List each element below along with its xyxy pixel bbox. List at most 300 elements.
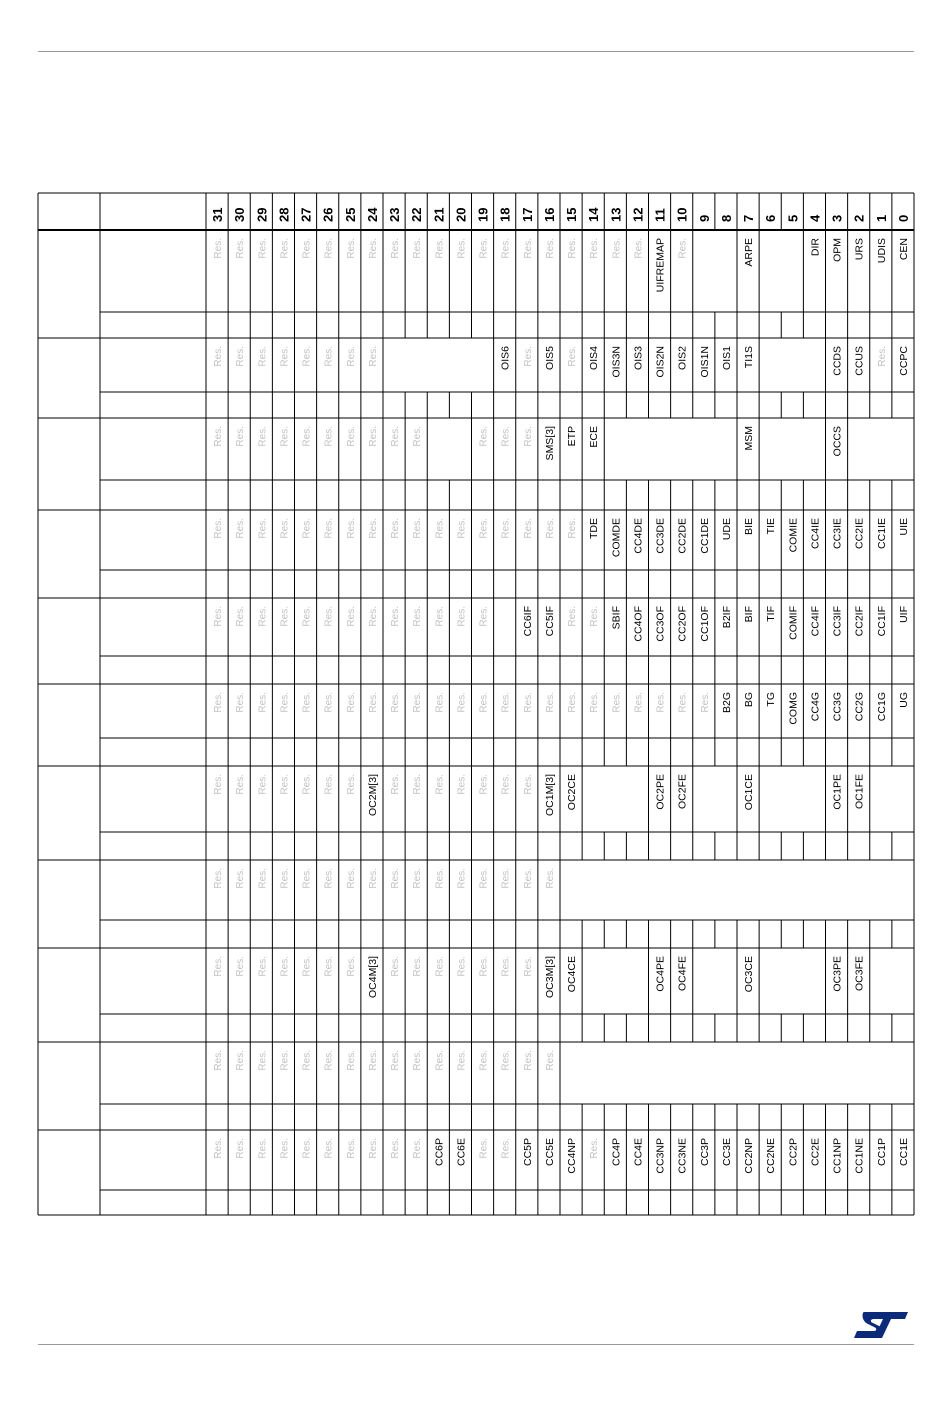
bit-field-label: OC4FE xyxy=(676,956,689,992)
bit-field-label: CC3P xyxy=(698,1138,711,1167)
reserved-bit-label: Res. xyxy=(544,692,556,713)
reserved-bit-label: Res. xyxy=(500,774,512,795)
bit-field-label: SBIF xyxy=(610,606,623,630)
bit-number-3: 3 xyxy=(829,214,845,222)
reserved-bit-label: Res. xyxy=(213,1050,225,1071)
reserved-bit-label: Res. xyxy=(367,346,379,367)
reserved-bit-label: Res. xyxy=(323,1050,335,1071)
bit-field-label: OC1FE xyxy=(853,774,866,810)
reserved-bit-label: Res. xyxy=(279,1138,291,1159)
bit-field-label: CC4IE xyxy=(809,518,822,549)
reserved-bit-label: Res. xyxy=(257,692,269,713)
reserved-bit-label: Res. xyxy=(522,774,534,795)
bit-field-label: CC2DE xyxy=(676,518,689,554)
reserved-bit-label: Res. xyxy=(434,606,446,627)
reserved-bit-label: Res. xyxy=(500,238,512,259)
reserved-bit-label: Res. xyxy=(589,606,601,627)
reserved-bit-label: Res. xyxy=(279,1050,291,1071)
reserved-bit-label: Res. xyxy=(500,1050,512,1071)
bit-field-label: OIS3 xyxy=(632,346,645,370)
reserved-bit-label: Res. xyxy=(589,692,601,713)
bit-field-label: CC2NP xyxy=(743,1138,756,1174)
reserved-bit-label: Res. xyxy=(456,238,468,259)
bit-field-label: OIS3N xyxy=(610,346,623,378)
reserved-bit-label: Res. xyxy=(500,868,512,889)
bit-field-label: CC4DE xyxy=(632,518,645,554)
bit-field-label: OIS2N xyxy=(654,346,667,378)
reserved-bit-label: Res. xyxy=(235,606,247,627)
reserved-bit-label: Res. xyxy=(257,606,269,627)
bit-number-24: 24 xyxy=(364,207,380,222)
reserved-bit-label: Res. xyxy=(257,1138,269,1159)
bit-field-label: COMIE xyxy=(787,518,800,553)
bit-field-label: TIF xyxy=(765,606,778,622)
reserved-bit-label: Res. xyxy=(677,238,689,259)
reserved-bit-label: Res. xyxy=(522,692,534,713)
reserved-bit-label: Res. xyxy=(522,956,534,977)
reserved-bit-label: Res. xyxy=(367,692,379,713)
reserved-bit-label: Res. xyxy=(544,518,556,539)
bit-field-label: CC3E xyxy=(720,1138,733,1167)
bit-number-27: 27 xyxy=(298,207,314,222)
bit-number-13: 13 xyxy=(608,207,624,222)
bit-field-label: OC3FE xyxy=(853,956,866,992)
bit-field-label: OC3CE xyxy=(743,956,756,993)
reserved-bit-label: Res. xyxy=(345,346,357,367)
bit-field-label: ARPE xyxy=(743,238,756,267)
reserved-bit-label: Res. xyxy=(213,692,225,713)
reserved-bit-label: Res. xyxy=(390,426,402,447)
bit-field-label: CC2IE xyxy=(853,518,866,549)
bit-field-label: OC4PE xyxy=(654,956,667,992)
bit-field-label: CC4OF xyxy=(632,606,645,642)
bit-field-label: OC3PE xyxy=(831,956,844,992)
bit-field-label: CC5P xyxy=(521,1138,534,1167)
reserved-bit-label: Res. xyxy=(323,1138,335,1159)
bit-field-label: CC1IE xyxy=(875,518,888,549)
reserved-bit-label: Res. xyxy=(478,426,490,447)
bit-field-label: CC2NE xyxy=(765,1138,778,1174)
bit-field-label: CC1E xyxy=(897,1138,910,1167)
reserved-bit-label: Res. xyxy=(345,426,357,447)
reserved-bit-label: Res. xyxy=(301,1138,313,1159)
reserved-bit-label: Res. xyxy=(434,238,446,259)
reserved-bit-label: Res. xyxy=(301,1050,313,1071)
reserved-bit-label: Res. xyxy=(367,426,379,447)
bit-number-19: 19 xyxy=(475,207,491,222)
bit-field-label: OC2CE xyxy=(566,774,579,811)
bit-field-label: CC6E xyxy=(455,1138,468,1167)
bit-field-label: TI1S xyxy=(743,346,756,369)
reserved-bit-label: Res. xyxy=(301,606,313,627)
reserved-bit-label: Res. xyxy=(500,426,512,447)
reserved-bit-label: Res. xyxy=(235,426,247,447)
reserved-bit-label: Res. xyxy=(412,956,424,977)
reserved-bit-label: Res. xyxy=(323,956,335,977)
bit-number-31: 31 xyxy=(210,207,226,222)
bit-field-label: CCPC xyxy=(897,346,910,376)
reserved-bit-label: Res. xyxy=(478,606,490,627)
reserved-bit-label: Res. xyxy=(345,238,357,259)
reserved-bit-label: Res. xyxy=(323,518,335,539)
reserved-bit-label: Res. xyxy=(478,868,490,889)
bit-field-label: UDIS xyxy=(875,238,888,264)
reserved-bit-label: Res. xyxy=(257,238,269,259)
reserved-bit-label: Res. xyxy=(301,956,313,977)
reserved-bit-label: Res. xyxy=(390,1138,402,1159)
reserved-bit-label: Res. xyxy=(235,692,247,713)
reserved-bit-label: Res. xyxy=(478,692,490,713)
bit-field-label: CC6P xyxy=(433,1138,446,1167)
reserved-bit-label: Res. xyxy=(567,238,579,259)
reserved-bit-label: Res. xyxy=(412,518,424,539)
reserved-bit-label: Res. xyxy=(876,346,888,367)
bit-field-label: OIS5 xyxy=(543,346,556,370)
reserved-bit-label: Res. xyxy=(235,868,247,889)
bit-field-label: CC2E xyxy=(809,1138,822,1167)
bit-field-label: UIE xyxy=(897,518,910,536)
reserved-bit-label: Res. xyxy=(279,606,291,627)
reserved-bit-label: Res. xyxy=(434,518,446,539)
reserved-bit-label: Res. xyxy=(633,692,645,713)
reserved-bit-label: Res. xyxy=(367,606,379,627)
reserved-bit-label: Res. xyxy=(235,346,247,367)
reserved-bit-label: Res. xyxy=(412,238,424,259)
reserved-bit-label: Res. xyxy=(257,426,269,447)
bit-number-30: 30 xyxy=(232,207,248,222)
reserved-bit-label: Res. xyxy=(522,1050,534,1071)
bit-field-label: CC1DE xyxy=(698,518,711,554)
bit-number-4: 4 xyxy=(807,214,823,222)
bit-field-label: OC2PE xyxy=(654,774,667,810)
reserved-bit-label: Res. xyxy=(390,606,402,627)
reserved-bit-label: Res. xyxy=(456,692,468,713)
bit-number-2: 2 xyxy=(851,214,867,222)
bit-number-15: 15 xyxy=(564,207,580,222)
reserved-bit-label: Res. xyxy=(213,868,225,889)
bit-field-label: OC1CE xyxy=(743,774,756,811)
bit-field-label: UG xyxy=(897,692,910,708)
bit-field-label: CCDS xyxy=(831,346,844,376)
reserved-bit-label: Res. xyxy=(367,868,379,889)
reserved-bit-label: Res. xyxy=(412,1138,424,1159)
bit-field-label: CC1IF xyxy=(875,606,888,637)
bit-field-label: OPM xyxy=(831,238,844,262)
bit-field-label: OIS2 xyxy=(676,346,689,370)
reserved-bit-label: Res. xyxy=(544,238,556,259)
bit-field-label: MSM xyxy=(743,426,756,451)
reserved-bit-label: Res. xyxy=(235,956,247,977)
reserved-bit-label: Res. xyxy=(434,774,446,795)
reserved-bit-label: Res. xyxy=(589,1138,601,1159)
bit-number-12: 12 xyxy=(630,207,646,222)
reserved-bit-label: Res. xyxy=(323,868,335,889)
bit-field-label: CC1OF xyxy=(698,606,711,642)
bit-field-label: TIE xyxy=(765,518,778,535)
reserved-bit-label: Res. xyxy=(478,774,490,795)
reserved-bit-label: Res. xyxy=(323,774,335,795)
reserved-bit-label: Res. xyxy=(213,956,225,977)
bit-number-14: 14 xyxy=(586,207,602,222)
reserved-bit-label: Res. xyxy=(323,692,335,713)
bit-field-label: CC3IE xyxy=(831,518,844,549)
reserved-bit-label: Res. xyxy=(213,426,225,447)
reserved-bit-label: Res. xyxy=(279,346,291,367)
reserved-bit-label: Res. xyxy=(456,868,468,889)
bit-field-label: CC3DE xyxy=(654,518,667,554)
bit-field-label: CC1P xyxy=(875,1138,888,1167)
reserved-bit-label: Res. xyxy=(655,692,667,713)
reserved-bit-label: Res. xyxy=(567,606,579,627)
bit-field-label: OIS4 xyxy=(588,346,601,370)
bit-field-label: CC3G xyxy=(831,692,844,722)
reserved-bit-label: Res. xyxy=(345,692,357,713)
reserved-bit-label: Res. xyxy=(522,346,534,367)
reserved-bit-label: Res. xyxy=(390,868,402,889)
bit-field-label: BIE xyxy=(743,518,756,535)
bit-field-label: UIF xyxy=(897,606,910,623)
bit-number-26: 26 xyxy=(320,207,336,222)
bit-field-label: TG xyxy=(765,692,778,707)
reserved-bit-label: Res. xyxy=(500,518,512,539)
reserved-bit-label: Res. xyxy=(412,692,424,713)
reserved-bit-label: Res. xyxy=(522,238,534,259)
bit-field-label: CC3NP xyxy=(654,1138,667,1174)
reserved-bit-label: Res. xyxy=(478,238,490,259)
reserved-bit-label: Res. xyxy=(235,774,247,795)
bit-field-label: OC1M[3] xyxy=(543,774,556,817)
reserved-bit-label: Res. xyxy=(301,774,313,795)
bit-field-label: CC2IF xyxy=(853,606,866,637)
reserved-bit-label: Res. xyxy=(522,868,534,889)
bit-field-label: OC3M[3] xyxy=(543,956,556,999)
bit-number-8: 8 xyxy=(718,214,734,222)
reserved-bit-label: Res. xyxy=(500,1138,512,1159)
bit-field-label: UDE xyxy=(720,518,733,541)
bit-field-label: ETP xyxy=(566,426,579,447)
bit-field-label: CC2P xyxy=(787,1138,800,1167)
reserved-bit-label: Res. xyxy=(434,692,446,713)
reserved-bit-label: Res. xyxy=(522,518,534,539)
bit-field-label: OIS1 xyxy=(720,346,733,370)
bit-field-label: OIS1N xyxy=(698,346,711,378)
reserved-bit-label: Res. xyxy=(213,238,225,259)
bit-number-25: 25 xyxy=(342,207,358,222)
reserved-bit-label: Res. xyxy=(478,518,490,539)
st-logo xyxy=(850,1308,912,1342)
reserved-bit-label: Res. xyxy=(367,1050,379,1071)
bit-number-22: 22 xyxy=(409,207,425,222)
bit-field-label: SMS[3] xyxy=(543,426,556,461)
reserved-bit-label: Res. xyxy=(367,238,379,259)
reserved-bit-label: Res. xyxy=(478,1138,490,1159)
bit-number-18: 18 xyxy=(497,207,513,222)
bit-field-label: OC2M[3] xyxy=(366,774,379,817)
bit-field-label: CC1NP xyxy=(831,1138,844,1174)
reserved-bit-label: Res. xyxy=(301,518,313,539)
reserved-bit-label: Res. xyxy=(390,956,402,977)
bit-field-label: CC1NE xyxy=(853,1138,866,1174)
bit-field-label: CC3OF xyxy=(654,606,667,642)
bit-field-label: B2G xyxy=(720,692,733,714)
reserved-bit-label: Res. xyxy=(213,606,225,627)
bit-field-label: CC4E xyxy=(632,1138,645,1167)
reserved-bit-label: Res. xyxy=(456,606,468,627)
bit-number-5: 5 xyxy=(785,214,801,222)
reserved-bit-label: Res. xyxy=(213,1138,225,1159)
reserved-bit-label: Res. xyxy=(235,518,247,539)
reserved-bit-label: Res. xyxy=(434,1050,446,1071)
reserved-bit-label: Res. xyxy=(434,868,446,889)
reserved-bit-label: Res. xyxy=(301,868,313,889)
bit-number-0: 0 xyxy=(895,214,911,222)
reserved-bit-label: Res. xyxy=(279,238,291,259)
bit-field-label: B2IF xyxy=(720,606,733,629)
reserved-bit-label: Res. xyxy=(367,1138,379,1159)
bit-field-label: URS xyxy=(853,238,866,261)
bit-field-label: ECE xyxy=(588,426,601,448)
reserved-bit-label: Res. xyxy=(301,238,313,259)
bit-field-label: CC2G xyxy=(853,692,866,722)
bit-field-label: CC3NE xyxy=(676,1138,689,1174)
reserved-bit-label: Res. xyxy=(412,774,424,795)
bit-number-6: 6 xyxy=(763,214,779,222)
bit-number-29: 29 xyxy=(254,207,270,222)
reserved-bit-label: Res. xyxy=(301,692,313,713)
bit-number-21: 21 xyxy=(431,207,447,222)
reserved-bit-label: Res. xyxy=(456,518,468,539)
reserved-bit-label: Res. xyxy=(323,426,335,447)
reserved-bit-label: Res. xyxy=(257,1050,269,1071)
reserved-bit-label: Res. xyxy=(257,774,269,795)
bit-number-1: 1 xyxy=(873,214,889,222)
reserved-bit-label: Res. xyxy=(345,606,357,627)
bit-field-label: OC1PE xyxy=(831,774,844,810)
bit-field-label: CC3IF xyxy=(831,606,844,637)
reserved-bit-label: Res. xyxy=(323,346,335,367)
reserved-bit-label: Res. xyxy=(544,1050,556,1071)
reserved-bit-label: Res. xyxy=(345,518,357,539)
bit-field-label: CC2OF xyxy=(676,606,689,642)
reserved-bit-label: Res. xyxy=(390,238,402,259)
reserved-bit-label: Res. xyxy=(257,346,269,367)
bit-number-9: 9 xyxy=(696,214,712,222)
reserved-bit-label: Res. xyxy=(456,1050,468,1071)
reserved-bit-label: Res. xyxy=(589,238,601,259)
bit-field-label: CC4P xyxy=(610,1138,623,1167)
reserved-bit-label: Res. xyxy=(390,774,402,795)
bit-number-17: 17 xyxy=(519,207,535,222)
bit-field-label: OC2FE xyxy=(676,774,689,810)
bit-number-10: 10 xyxy=(674,207,690,222)
reserved-bit-label: Res. xyxy=(434,956,446,977)
bit-field-label: BIF xyxy=(743,606,756,623)
reserved-bit-label: Res. xyxy=(611,692,623,713)
bit-field-label: OIS6 xyxy=(499,346,512,370)
reserved-bit-label: Res. xyxy=(213,346,225,367)
reserved-bit-label: Res. xyxy=(279,692,291,713)
bit-field-label: CCUS xyxy=(853,346,866,376)
bit-field-label: CC4IF xyxy=(809,606,822,637)
bit-field-label: CC5E xyxy=(543,1138,556,1167)
bit-field-label: OCCS xyxy=(831,426,844,457)
bit-field-label: CC4G xyxy=(809,692,822,722)
bit-field-label: COMIF xyxy=(787,606,800,640)
reserved-bit-label: Res. xyxy=(412,606,424,627)
reserved-bit-label: Res. xyxy=(633,238,645,259)
bit-field-label: COMDE xyxy=(610,518,623,558)
reserved-bit-label: Res. xyxy=(323,606,335,627)
bit-field-label: COMG xyxy=(787,692,800,725)
reserved-bit-label: Res. xyxy=(323,238,335,259)
reserved-bit-label: Res. xyxy=(257,956,269,977)
reserved-bit-label: Res. xyxy=(257,868,269,889)
reserved-bit-label: Res. xyxy=(213,774,225,795)
reserved-bit-label: Res. xyxy=(390,692,402,713)
reserved-bit-label: Res. xyxy=(345,1138,357,1159)
reserved-bit-label: Res. xyxy=(456,956,468,977)
bit-field-label: CC6IF xyxy=(521,606,534,637)
reserved-bit-label: Res. xyxy=(279,426,291,447)
table-grid xyxy=(38,193,914,1215)
reserved-bit-label: Res. xyxy=(412,868,424,889)
reserved-bit-label: Res. xyxy=(279,774,291,795)
reserved-bit-label: Res. xyxy=(544,868,556,889)
reserved-bit-label: Res. xyxy=(390,518,402,539)
bit-number-16: 16 xyxy=(541,207,557,222)
reserved-bit-label: Res. xyxy=(235,1138,247,1159)
reserved-bit-label: Res. xyxy=(279,868,291,889)
reserved-bit-label: Res. xyxy=(500,692,512,713)
reserved-bit-label: Res. xyxy=(345,774,357,795)
reserved-bit-label: Res. xyxy=(301,346,313,367)
bit-field-label: TDE xyxy=(588,518,601,539)
bit-number-11: 11 xyxy=(652,208,668,222)
reserved-bit-label: Res. xyxy=(478,1050,490,1071)
reserved-bit-label: Res. xyxy=(279,518,291,539)
reserved-bit-label: Res. xyxy=(235,1050,247,1071)
bit-field-label: CC5IF xyxy=(543,606,556,637)
reserved-bit-label: Res. xyxy=(500,956,512,977)
reserved-bit-label: Res. xyxy=(567,346,579,367)
reserved-bit-label: Res. xyxy=(699,692,711,713)
reserved-bit-label: Res. xyxy=(279,956,291,977)
reserved-bit-label: Res. xyxy=(522,426,534,447)
bit-field-label: CC1G xyxy=(875,692,888,722)
bit-number-23: 23 xyxy=(387,207,403,222)
bit-field-label: CEN xyxy=(897,238,910,261)
reserved-bit-label: Res. xyxy=(611,238,623,259)
bit-field-label: UIFREMAP xyxy=(654,238,667,293)
bit-number-28: 28 xyxy=(276,207,292,222)
reserved-bit-label: Res. xyxy=(345,1050,357,1071)
reserved-bit-label: Res. xyxy=(345,956,357,977)
reserved-bit-label: Res. xyxy=(257,518,269,539)
bit-field-label: DIR xyxy=(809,238,822,257)
reserved-bit-label: Res. xyxy=(345,868,357,889)
reserved-bit-label: Res. xyxy=(478,956,490,977)
reserved-bit-label: Res. xyxy=(390,1050,402,1071)
reserved-bit-label: Res. xyxy=(412,1050,424,1071)
reserved-bit-label: Res. xyxy=(567,518,579,539)
bit-field-label: BG xyxy=(743,692,756,708)
reserved-bit-label: Res. xyxy=(301,426,313,447)
reserved-bit-label: Res. xyxy=(367,518,379,539)
reserved-bit-label: Res. xyxy=(567,692,579,713)
reserved-bit-label: Res. xyxy=(677,692,689,713)
bit-number-7: 7 xyxy=(741,214,757,222)
bit-field-label: OC4CE xyxy=(566,956,579,993)
